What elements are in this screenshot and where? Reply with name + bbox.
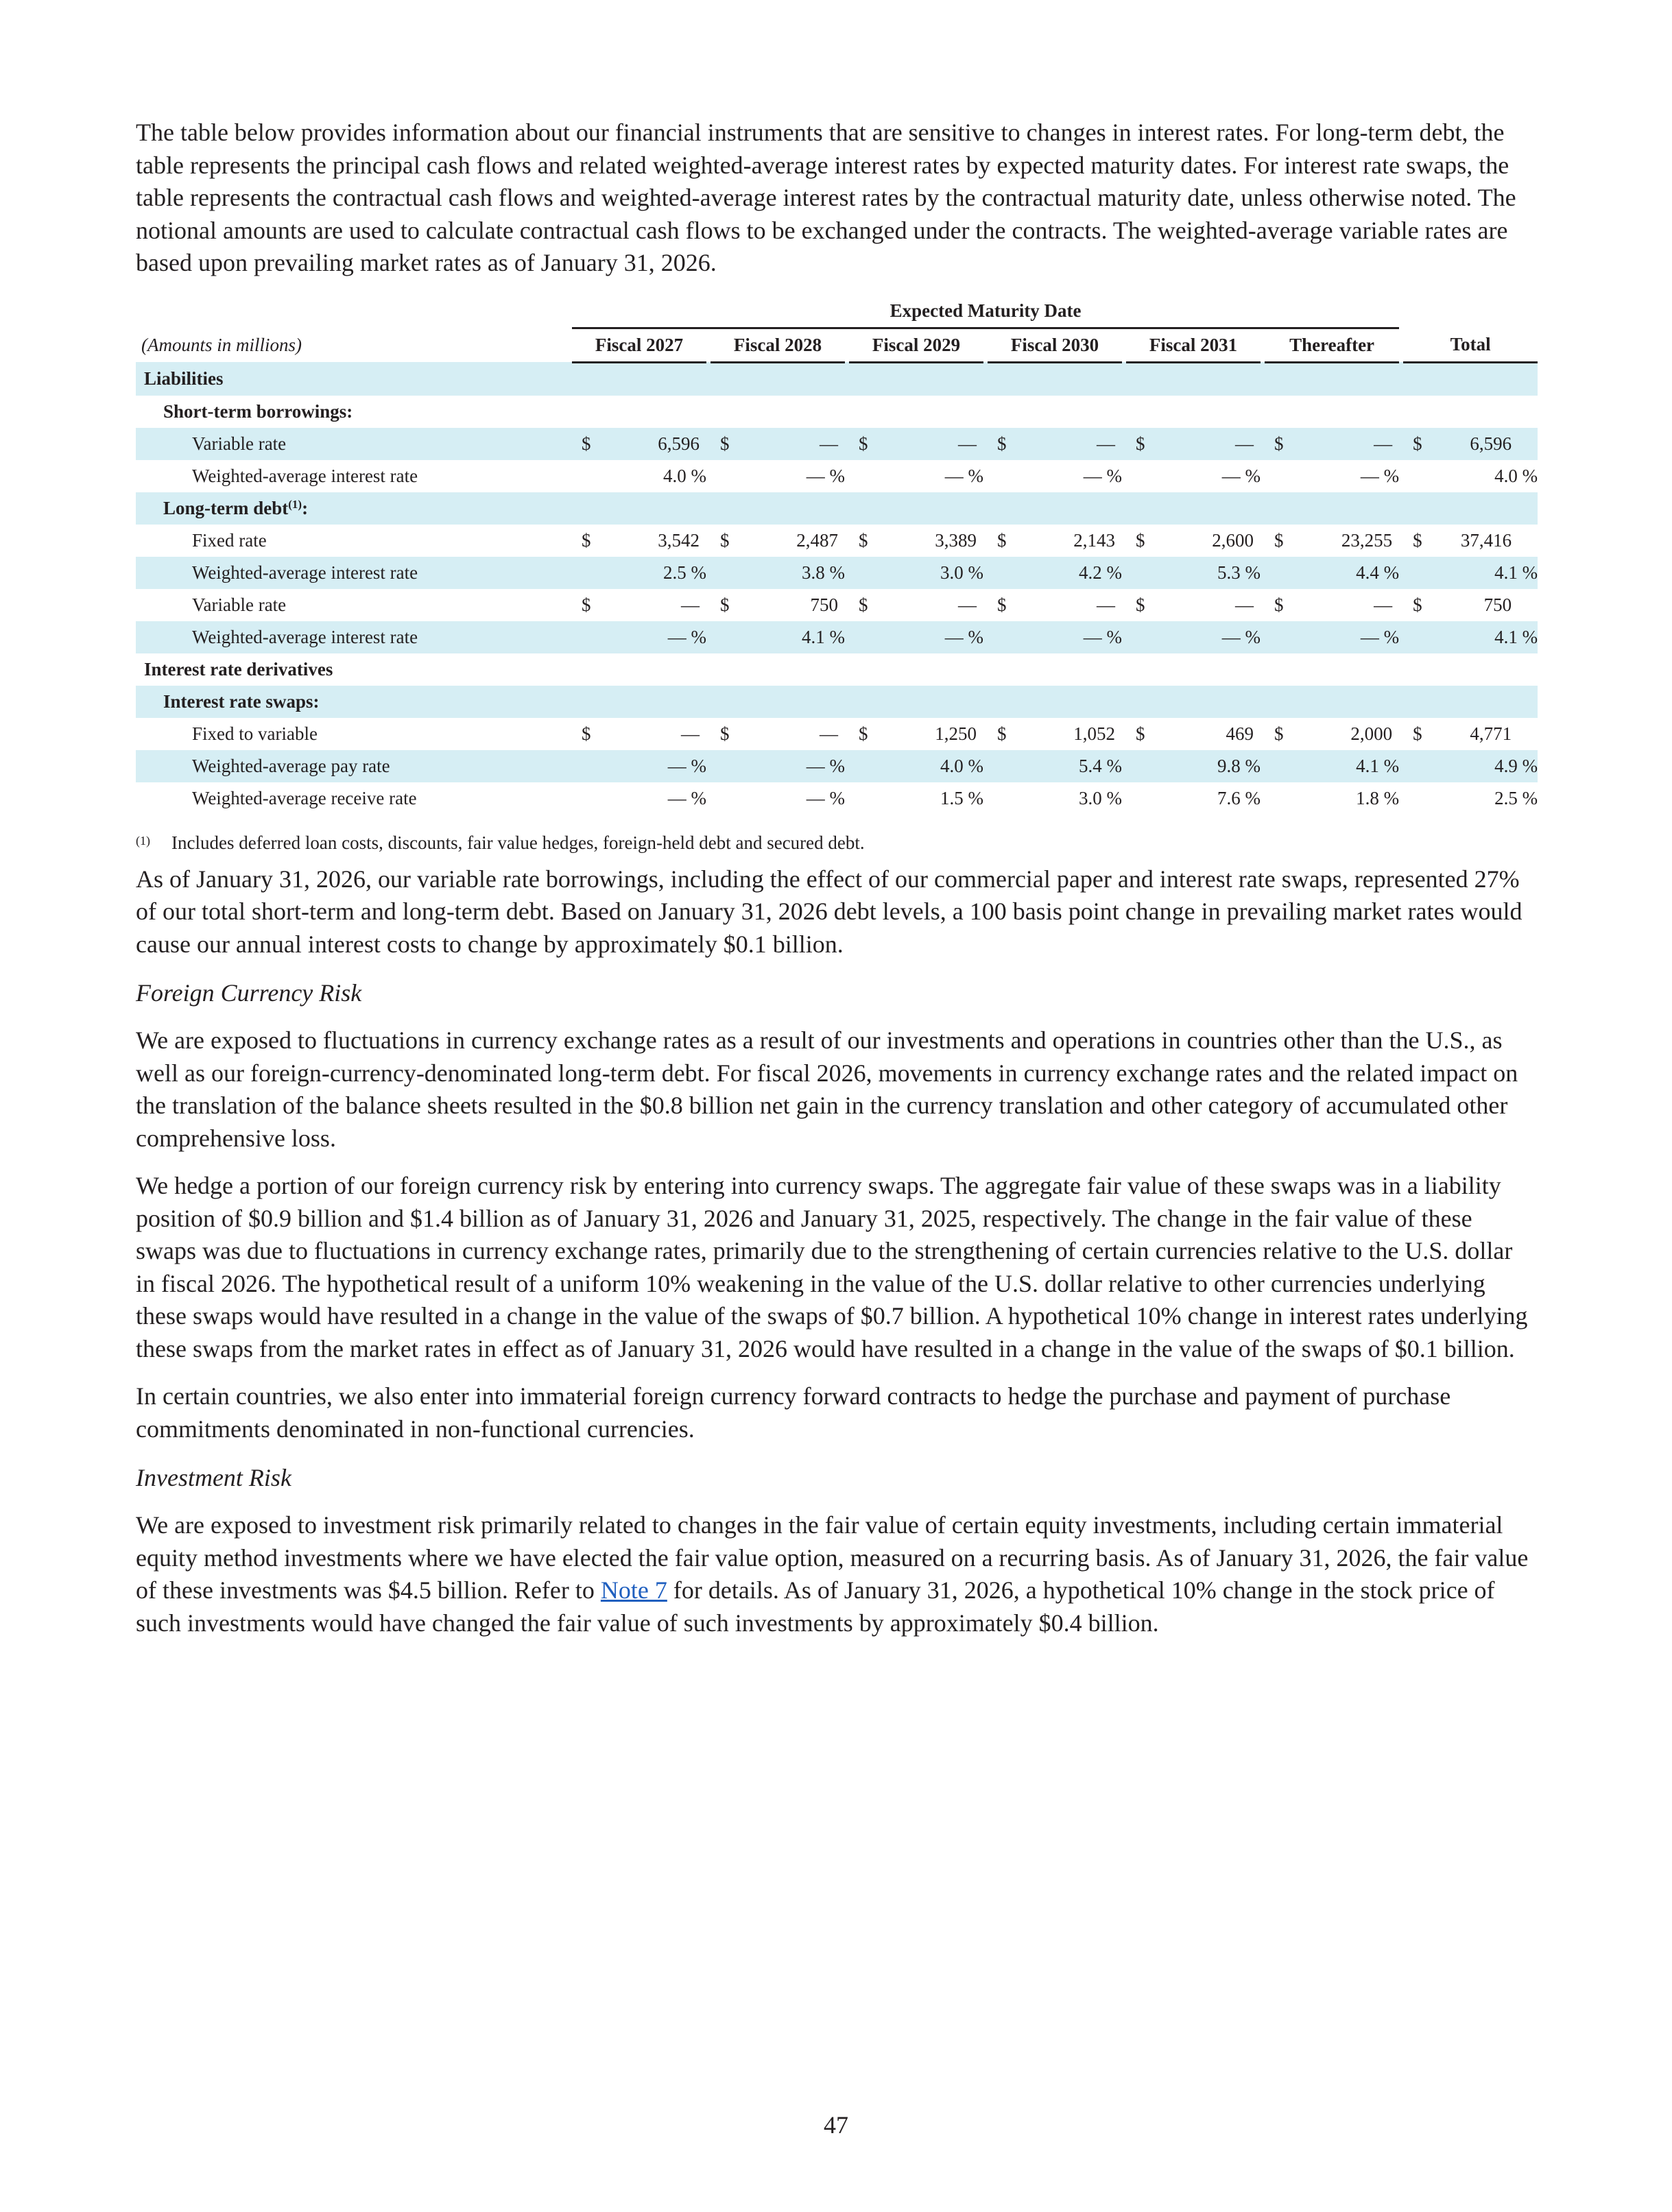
currency-symbol: $ bbox=[859, 433, 868, 454]
value-cell bbox=[572, 686, 706, 718]
value-cell bbox=[710, 621, 845, 653]
value-cell bbox=[988, 492, 1122, 525]
currency-symbol: $ bbox=[997, 594, 1007, 615]
value-cell bbox=[1403, 428, 1538, 460]
table-row bbox=[136, 686, 1538, 718]
variable-rate-paragraph: As of January 31, 2026, our variable rate borrowings, including the effect of our commercial paper and interest rate swaps, represented 27% of our total short-term and long-term debt. Based on January 31, 2026 debt levels, a 100 basis point change in prevailing market rates would cause our annual interest costs to change by approximately $0.1 billion. bbox=[136, 865, 1522, 958]
value-cell bbox=[1126, 492, 1261, 525]
row-label bbox=[136, 428, 568, 460]
value-cell bbox=[1403, 492, 1538, 525]
value-cell bbox=[988, 621, 1122, 653]
value-cell bbox=[572, 362, 706, 396]
cell-value: 4,771 bbox=[1470, 723, 1512, 744]
cell-value: — bbox=[681, 723, 700, 744]
value-cell bbox=[572, 396, 706, 428]
value-cell bbox=[849, 621, 983, 653]
column-header: Total bbox=[1403, 328, 1538, 362]
label-suffix: : bbox=[302, 497, 309, 518]
row-label-text: Weighted-average pay rate bbox=[192, 755, 390, 776]
cell-value: — % bbox=[1360, 626, 1400, 647]
cell-value: — % bbox=[1360, 465, 1400, 486]
fx-paragraph-1: We are exposed to fluctuations in currency exchange rates as a result of our investments and operations in countries other than the U.S., as well as our foreign-currency-denominated long-term debt. For fiscal 2026, movements in currency exchange rates and the related impact on the translation of the balance sheets resulted in the $0.8 billion net gain in the currency translation and other category of accumulated other comprehensive loss. bbox=[136, 1026, 1518, 1152]
currency-symbol: $ bbox=[1136, 723, 1145, 744]
value-cell bbox=[1126, 362, 1261, 396]
interest-rate-table bbox=[136, 295, 1538, 815]
currency-symbol: $ bbox=[582, 723, 591, 744]
value-cell bbox=[849, 750, 983, 782]
currency-symbol: $ bbox=[582, 433, 591, 454]
row-label-text: Weighted-average interest rate bbox=[192, 465, 418, 486]
row-label-text: Long-term debt bbox=[163, 497, 289, 518]
cell-value: — bbox=[681, 594, 700, 615]
cell-value: 37,416 bbox=[1460, 529, 1512, 551]
row-label bbox=[136, 589, 568, 621]
value-cell bbox=[1126, 782, 1261, 815]
value-cell bbox=[849, 362, 983, 396]
investment-risk-heading: Investment Risk bbox=[136, 1464, 291, 1491]
row-label-text: Interest rate derivatives bbox=[144, 658, 333, 680]
cell-value: 4.1 % bbox=[1494, 562, 1538, 583]
amounts-label: (Amounts in millions) bbox=[141, 334, 302, 355]
value-cell bbox=[572, 621, 706, 653]
value-cell bbox=[1126, 557, 1261, 589]
intro-paragraph: The table below provides information about our financial instruments that are sensitive to changes in interest rates. For long-term debt, the table represents the principal cash flows and related weighted-average interest rates by expected maturity dates. For interest rate swaps, the table represents the contractual cash flows and weighted-average interest rates by the contractual maturity date, unless otherwise noted. The notional amounts are used to calculate contractual cash flows to be exchanged under the contracts. The weighted-average variable rates are based upon prevailing market rates as of January 31, 2026. bbox=[136, 119, 1516, 276]
value-cell bbox=[572, 460, 706, 492]
value-cell bbox=[1265, 782, 1399, 815]
table-row bbox=[136, 750, 1538, 782]
value-cell bbox=[710, 557, 845, 589]
value-cell bbox=[1126, 525, 1261, 557]
currency-symbol: $ bbox=[720, 723, 730, 744]
value-cell bbox=[1126, 718, 1261, 750]
value-cell bbox=[988, 362, 1122, 396]
row-label bbox=[136, 557, 568, 589]
value-cell bbox=[1265, 362, 1399, 396]
value-cell bbox=[1403, 653, 1538, 686]
value-cell bbox=[988, 782, 1122, 815]
value-cell bbox=[1265, 557, 1399, 589]
value-cell bbox=[710, 460, 845, 492]
value-cell bbox=[1265, 589, 1399, 621]
table-row bbox=[136, 621, 1538, 653]
cell-value: — % bbox=[944, 465, 983, 486]
row-label bbox=[136, 396, 568, 428]
row-label-text: Variable rate bbox=[192, 433, 287, 454]
value-cell bbox=[710, 686, 845, 718]
row-label-text: Short-term borrowings: bbox=[163, 400, 353, 422]
value-cell bbox=[710, 362, 845, 396]
value-cell bbox=[1403, 621, 1538, 653]
cell-value: 4.2 % bbox=[1079, 562, 1122, 583]
value-cell bbox=[988, 750, 1122, 782]
currency-symbol: $ bbox=[997, 723, 1007, 744]
cell-value: — % bbox=[1221, 465, 1261, 486]
value-cell bbox=[988, 589, 1122, 621]
value-cell bbox=[988, 653, 1122, 686]
cell-value: — bbox=[1097, 594, 1115, 615]
value-cell bbox=[849, 460, 983, 492]
cell-value: — bbox=[820, 723, 838, 744]
currency-symbol: $ bbox=[582, 529, 591, 551]
cell-value: 9.8 % bbox=[1217, 755, 1261, 776]
table-footnote bbox=[136, 832, 1536, 854]
value-cell bbox=[1126, 653, 1261, 686]
cell-value: 3,389 bbox=[935, 529, 977, 551]
cell-value: 4.1 % bbox=[802, 626, 845, 647]
value-cell bbox=[710, 782, 845, 815]
cell-value: 6,596 bbox=[1470, 433, 1512, 454]
currency-symbol: $ bbox=[997, 433, 1007, 454]
currency-symbol: $ bbox=[997, 529, 1007, 551]
value-cell bbox=[988, 460, 1122, 492]
currency-symbol: $ bbox=[720, 433, 730, 454]
table-row bbox=[136, 525, 1538, 557]
table-row bbox=[136, 653, 1538, 686]
table-row bbox=[136, 589, 1538, 621]
cell-value: — bbox=[958, 433, 977, 454]
fx-paragraph-2: We hedge a portion of our foreign currency risk by entering into currency swaps. The aggregate fair value of these swaps was in a liability position of $0.9 billion and $1.4 billion as of January 31, 2026 and January 31, 2025, respectively. The change in the fair value of these swaps was due to fluctuations in currency exchange rates, primarily due to the strengthening of certain currencies relative to the U.S. dollar in fiscal 2026. The hypothetical result of a uniform 10% weakening in the value of the U.S. dollar relative to other currencies underlying these swaps would have resulted in a change in the value of the swaps of $0.7 billion. A hypothetical 10% change in interest rates underlying these swaps from the market rates in effect as of January 31, 2026 would have resulted in a change in the value of the swaps of $0.1 billion. bbox=[136, 1172, 1528, 1362]
value-cell bbox=[1126, 460, 1261, 492]
cell-value: 2,487 bbox=[796, 529, 838, 551]
value-cell bbox=[1265, 718, 1399, 750]
cell-value: — bbox=[820, 433, 838, 454]
value-cell bbox=[1403, 782, 1538, 815]
column-header: Fiscal 2028 bbox=[710, 328, 845, 362]
value-cell bbox=[1403, 525, 1538, 557]
row-label-text: Liabilities bbox=[144, 368, 224, 389]
row-label bbox=[136, 460, 568, 492]
value-cell bbox=[1265, 750, 1399, 782]
cell-value: 2,000 bbox=[1350, 723, 1393, 744]
value-cell bbox=[572, 589, 706, 621]
cell-value: 3,542 bbox=[658, 529, 700, 551]
cell-value: 2,143 bbox=[1073, 529, 1115, 551]
currency-symbol: $ bbox=[1413, 594, 1422, 615]
value-cell bbox=[710, 428, 845, 460]
value-cell bbox=[1403, 362, 1538, 396]
value-cell bbox=[710, 653, 845, 686]
cell-value: 2.5 % bbox=[1494, 787, 1538, 808]
cell-value: — bbox=[1235, 594, 1254, 615]
value-cell bbox=[1126, 686, 1261, 718]
cell-value: 7.6 % bbox=[1217, 787, 1261, 808]
value-cell bbox=[988, 557, 1122, 589]
currency-symbol: $ bbox=[1136, 529, 1145, 551]
value-cell bbox=[1403, 460, 1538, 492]
cell-value: — % bbox=[1221, 626, 1261, 647]
cell-value: — % bbox=[1083, 626, 1122, 647]
value-cell bbox=[1265, 428, 1399, 460]
row-label-text: Interest rate swaps: bbox=[163, 690, 320, 712]
cell-value: 3.0 % bbox=[940, 562, 983, 583]
row-label-text: Fixed rate bbox=[192, 529, 267, 551]
cell-value: 6,596 bbox=[658, 433, 700, 454]
cell-value: 1.8 % bbox=[1356, 787, 1400, 808]
value-cell bbox=[849, 686, 983, 718]
currency-symbol: $ bbox=[859, 529, 868, 551]
currency-symbol: $ bbox=[1413, 529, 1422, 551]
currency-symbol: $ bbox=[1413, 433, 1422, 454]
row-label bbox=[136, 653, 568, 686]
table-row bbox=[136, 362, 1538, 396]
investment-text-before: We are exposed to investment risk primarily related to changes in the fair value of certain equity investments, including certain immaterial equity method investments where we have elected the fair value option, measured on a recurring basis. As of January 31, 2026, the fair value of these investments was $4.5 billion. Refer to bbox=[136, 1511, 1529, 1604]
cell-value: 4.0 % bbox=[940, 755, 983, 776]
value-cell bbox=[849, 396, 983, 428]
table-row bbox=[136, 782, 1538, 815]
cell-value: 1,250 bbox=[935, 723, 977, 744]
currency-symbol: $ bbox=[1274, 594, 1284, 615]
value-cell bbox=[988, 428, 1122, 460]
value-cell bbox=[849, 653, 983, 686]
column-header-row bbox=[136, 328, 1538, 362]
value-cell bbox=[572, 653, 706, 686]
value-cell bbox=[572, 492, 706, 525]
footnote-mark: (1) bbox=[136, 833, 150, 847]
cell-value: — % bbox=[806, 755, 845, 776]
cell-value: 1.5 % bbox=[940, 787, 983, 808]
cell-value: 5.3 % bbox=[1217, 562, 1261, 583]
value-cell bbox=[988, 396, 1122, 428]
currency-symbol: $ bbox=[1274, 723, 1284, 744]
cell-value: 5.4 % bbox=[1079, 755, 1122, 776]
value-cell bbox=[1126, 396, 1261, 428]
currency-symbol: $ bbox=[1413, 723, 1422, 744]
value-cell bbox=[1403, 750, 1538, 782]
value-cell bbox=[849, 557, 983, 589]
cell-value: — % bbox=[667, 755, 706, 776]
value-cell bbox=[1265, 653, 1399, 686]
cell-value: — % bbox=[667, 626, 706, 647]
cell-value: 2,600 bbox=[1212, 529, 1254, 551]
column-header: Fiscal 2031 bbox=[1126, 328, 1261, 362]
column-header: Thereafter bbox=[1265, 328, 1399, 362]
value-cell bbox=[1403, 396, 1538, 428]
cell-value: — % bbox=[944, 626, 983, 647]
row-label bbox=[136, 782, 568, 815]
currency-symbol: $ bbox=[1136, 433, 1145, 454]
value-cell bbox=[710, 396, 845, 428]
value-cell bbox=[1403, 557, 1538, 589]
value-cell bbox=[710, 492, 845, 525]
cell-value: 750 bbox=[810, 594, 838, 615]
cell-value: — % bbox=[667, 787, 706, 808]
value-cell bbox=[572, 428, 706, 460]
cell-value: 3.0 % bbox=[1079, 787, 1122, 808]
investment-paragraph bbox=[136, 1509, 1536, 1639]
cell-value: 3.8 % bbox=[802, 562, 845, 583]
value-cell bbox=[710, 589, 845, 621]
table-row bbox=[136, 428, 1538, 460]
cell-value: — bbox=[1374, 433, 1393, 454]
value-cell bbox=[1403, 718, 1538, 750]
cell-value: — % bbox=[806, 465, 845, 486]
row-label bbox=[136, 362, 568, 396]
table-row bbox=[136, 557, 1538, 589]
row-label bbox=[136, 686, 568, 718]
value-cell bbox=[1265, 686, 1399, 718]
cell-value: 1,052 bbox=[1073, 723, 1115, 744]
row-label bbox=[136, 750, 568, 782]
cell-value: 4.9 % bbox=[1494, 755, 1538, 776]
value-cell bbox=[849, 492, 983, 525]
value-cell bbox=[572, 525, 706, 557]
value-cell bbox=[988, 718, 1122, 750]
page-number: 47 bbox=[824, 2111, 848, 2139]
cell-value: — bbox=[958, 594, 977, 615]
expected-maturity-header: Expected Maturity Date bbox=[572, 295, 1399, 328]
footnote-text: Includes deferred loan costs, discounts, fair value hedges, foreign-held debt and secured debt. bbox=[171, 832, 865, 853]
value-cell bbox=[572, 718, 706, 750]
currency-symbol: $ bbox=[859, 594, 868, 615]
value-cell bbox=[572, 750, 706, 782]
column-header: Fiscal 2027 bbox=[572, 328, 706, 362]
value-cell bbox=[572, 557, 706, 589]
value-cell bbox=[1126, 428, 1261, 460]
row-label bbox=[136, 525, 568, 557]
note-7-link[interactable]: Note 7 bbox=[600, 1576, 667, 1604]
cell-value: 4.0 % bbox=[1494, 465, 1538, 486]
column-header: Fiscal 2030 bbox=[988, 328, 1122, 362]
value-cell bbox=[1126, 750, 1261, 782]
investment-text-after: for details. As of January 31, 2026, a hypothetical 10% change in the stock price of such investments would have changed the fair value of such investments by approximately $0.4 billion. bbox=[136, 1576, 1495, 1637]
fx-paragraph-3: In certain countries, we also enter into immaterial foreign currency forward contracts to hedge the purchase and payment of purchase commitments denominated in non-functional currencies. bbox=[136, 1382, 1451, 1443]
value-cell bbox=[1265, 492, 1399, 525]
currency-symbol: $ bbox=[1274, 433, 1284, 454]
cell-value: — bbox=[1235, 433, 1254, 454]
value-cell bbox=[849, 428, 983, 460]
value-cell bbox=[988, 525, 1122, 557]
value-cell bbox=[849, 782, 983, 815]
row-label-text: Fixed to variable bbox=[192, 723, 318, 744]
row-label-text: Variable rate bbox=[192, 594, 287, 615]
footnote-ref: (1) bbox=[288, 497, 302, 511]
currency-symbol: $ bbox=[1136, 594, 1145, 615]
value-cell bbox=[710, 718, 845, 750]
column-header: Fiscal 2029 bbox=[849, 328, 983, 362]
table-row bbox=[136, 460, 1538, 492]
value-cell bbox=[1403, 589, 1538, 621]
row-label-text: Weighted-average interest rate bbox=[192, 562, 418, 583]
cell-value: — % bbox=[806, 787, 845, 808]
value-cell bbox=[1126, 621, 1261, 653]
cell-value: 469 bbox=[1226, 723, 1254, 744]
row-label bbox=[136, 492, 568, 525]
foreign-currency-heading: Foreign Currency Risk bbox=[136, 979, 362, 1007]
value-cell bbox=[1265, 396, 1399, 428]
row-label bbox=[136, 718, 568, 750]
currency-symbol: $ bbox=[720, 529, 730, 551]
cell-value: 4.1 % bbox=[1494, 626, 1538, 647]
table-row bbox=[136, 718, 1538, 750]
value-cell bbox=[1403, 686, 1538, 718]
value-cell bbox=[1126, 589, 1261, 621]
currency-symbol: $ bbox=[582, 594, 591, 615]
value-cell bbox=[710, 525, 845, 557]
row-label-text: Weighted-average receive rate bbox=[192, 787, 417, 808]
value-cell bbox=[1265, 621, 1399, 653]
cell-value: 4.1 % bbox=[1356, 755, 1400, 776]
document-page bbox=[136, 117, 1536, 1655]
value-cell bbox=[988, 686, 1122, 718]
currency-symbol: $ bbox=[1274, 529, 1284, 551]
value-cell bbox=[572, 782, 706, 815]
value-cell bbox=[1265, 525, 1399, 557]
value-cell bbox=[849, 718, 983, 750]
value-cell bbox=[849, 525, 983, 557]
cell-value: 750 bbox=[1483, 594, 1512, 615]
currency-symbol: $ bbox=[859, 723, 868, 744]
cell-value: — bbox=[1097, 433, 1115, 454]
cell-value: 4.0 % bbox=[663, 465, 706, 486]
row-label-text: Weighted-average interest rate bbox=[192, 626, 418, 647]
cell-value: — % bbox=[1083, 465, 1122, 486]
value-cell bbox=[710, 750, 845, 782]
table-row bbox=[136, 492, 1538, 525]
cell-value: 2.5 % bbox=[663, 562, 706, 583]
value-cell bbox=[849, 589, 983, 621]
currency-symbol: $ bbox=[720, 594, 730, 615]
cell-value: 4.4 % bbox=[1356, 562, 1400, 583]
table-row bbox=[136, 396, 1538, 428]
value-cell bbox=[1265, 460, 1399, 492]
cell-value: — bbox=[1374, 594, 1393, 615]
cell-value: 23,255 bbox=[1341, 529, 1393, 551]
row-label bbox=[136, 621, 568, 653]
